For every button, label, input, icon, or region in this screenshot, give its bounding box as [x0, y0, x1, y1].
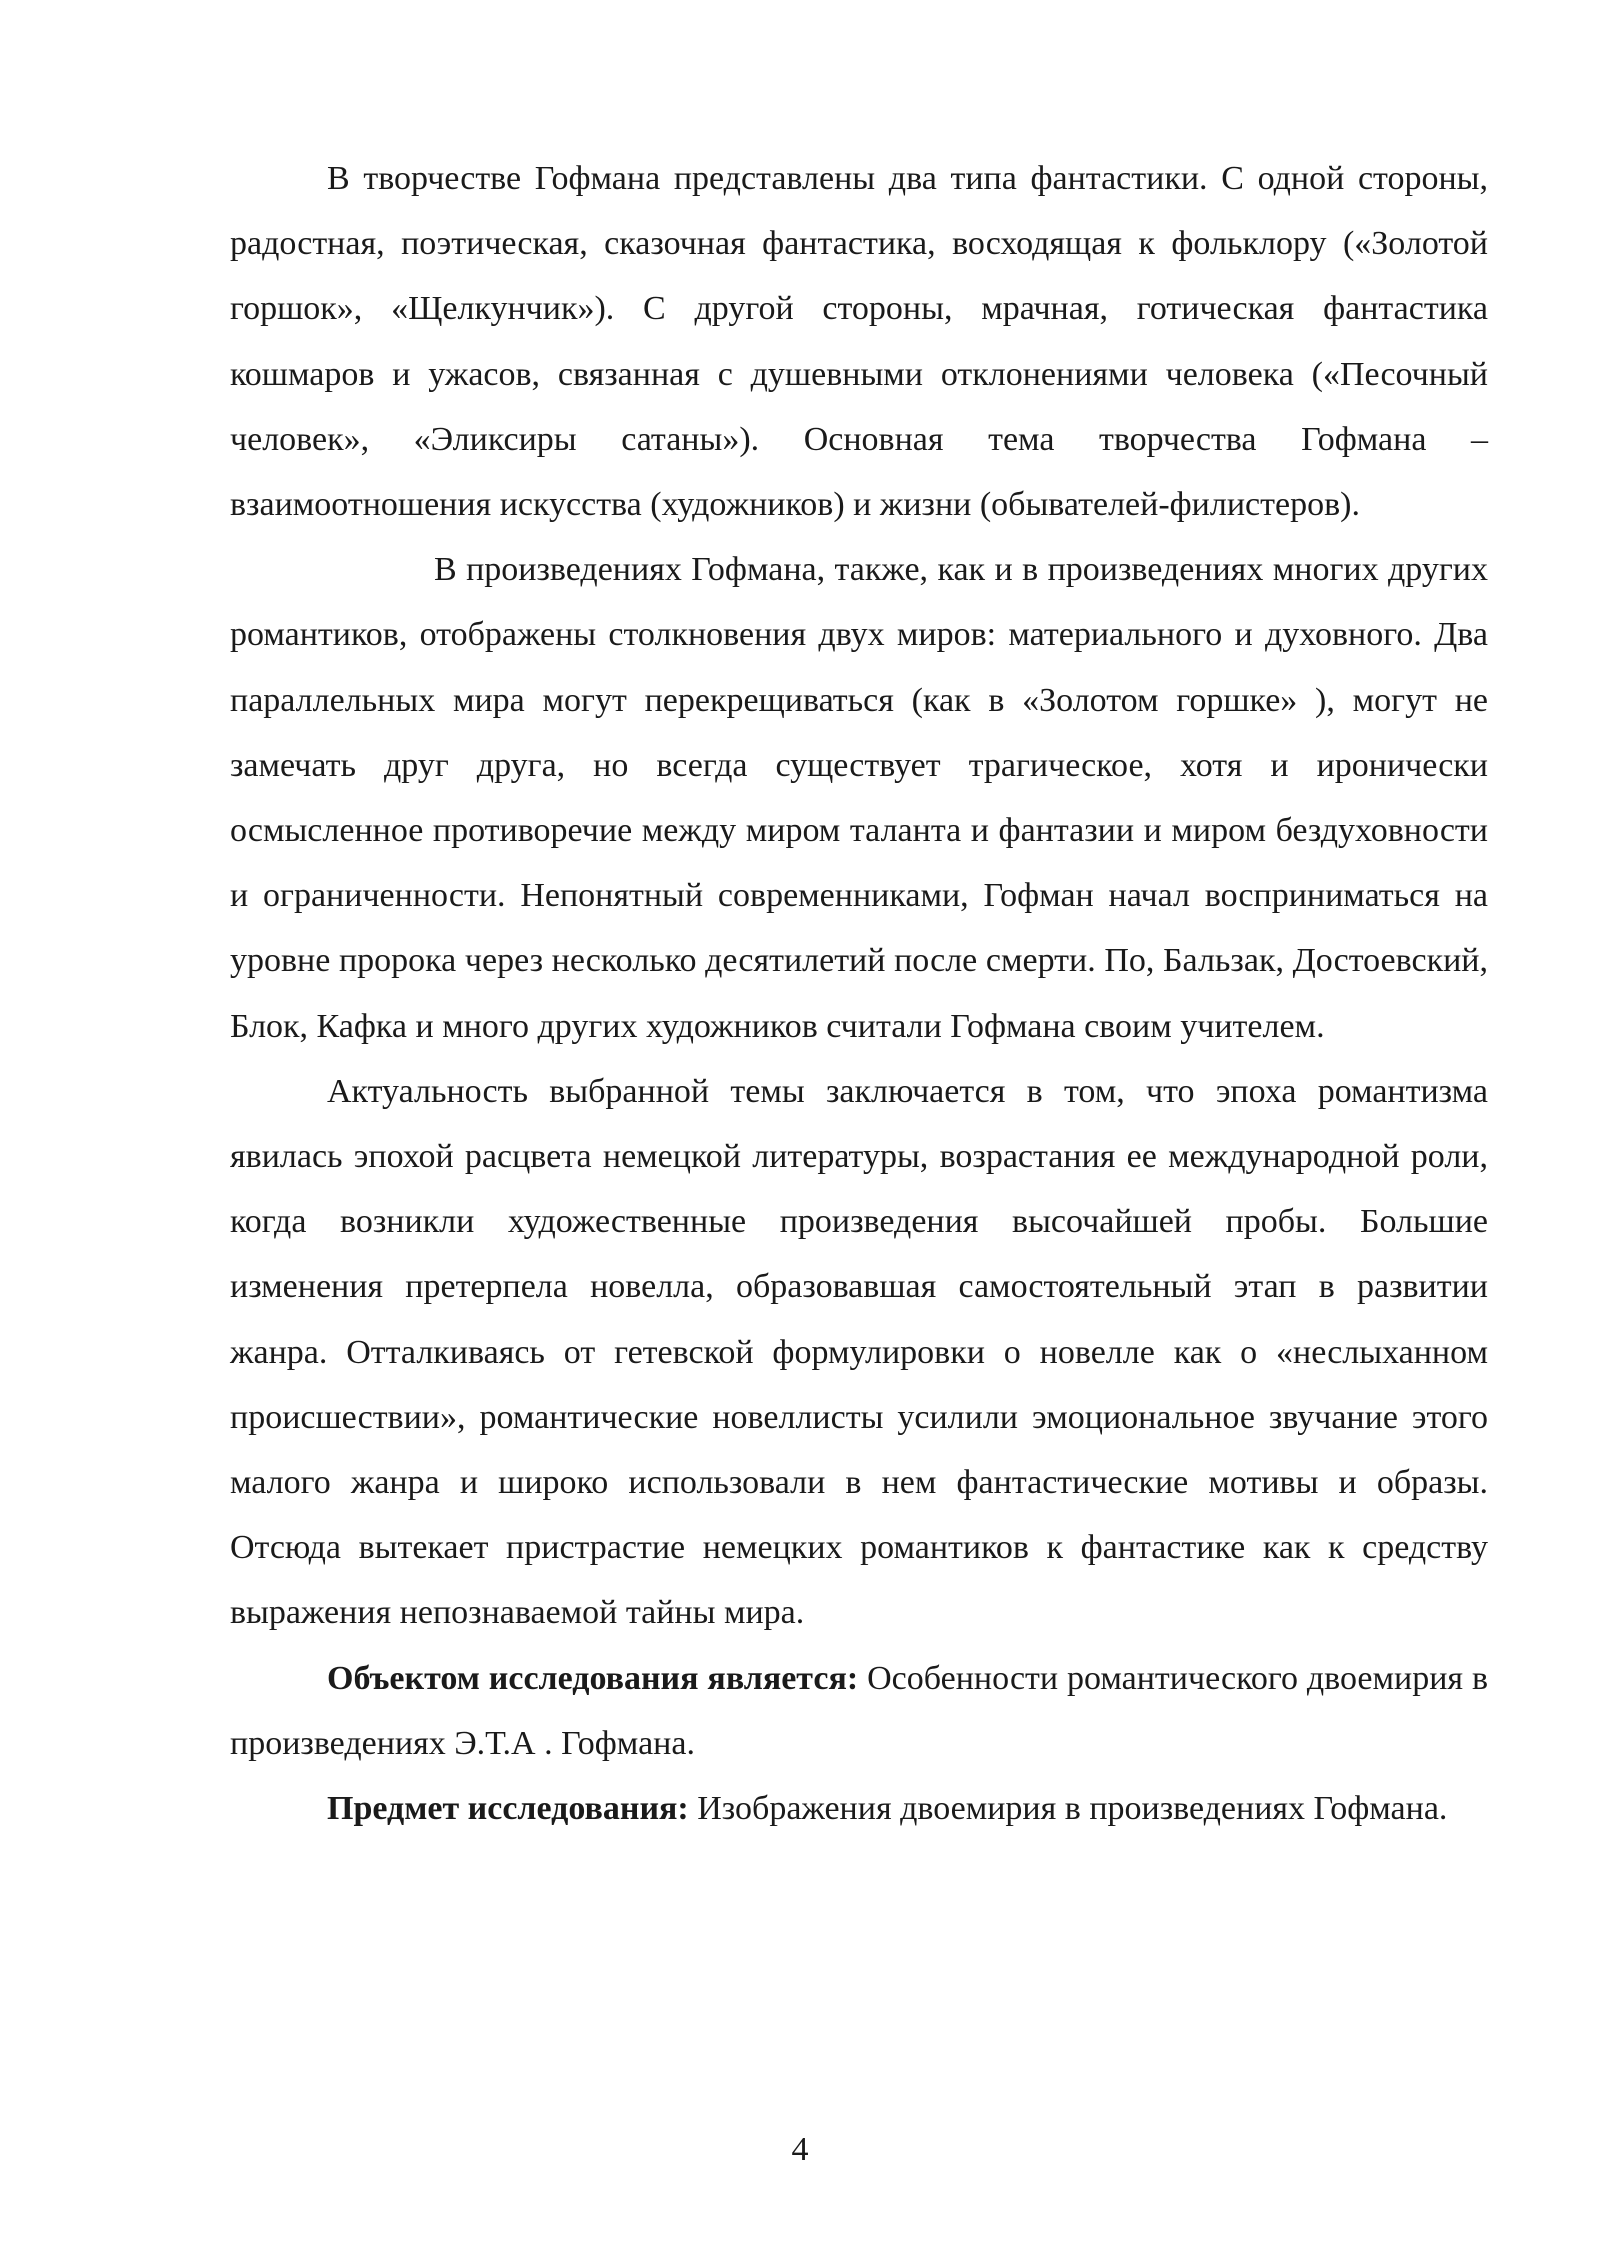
paragraph-research-object [230, 1646, 1488, 1776]
research-object-text: Особенности романтического двоемирия в произведениях Э.Т.А . Гофмана. [230, 1659, 1489, 1762]
paragraph-research-subject [230, 1776, 1488, 1841]
research-subject-heading: Предмет исследования: [327, 1790, 689, 1828]
research-subject-text: Изображения двоемирия в произведениях Гофмана. [688, 1790, 1448, 1828]
paragraph-two-worlds: В произведениях Гофмана, также, как и в произведениях многих других романтиков, отображены столкновения двух миров: материального и духовного. Два параллельных мира могут перекрещиваться (как в «Золотом горшке» ), могут не замечать друг друга, но всегда существует трагическое, хотя и иронически осмысленное противоречие между миром таланта и фантазии и миром бездуховности и ограниченности. Непонятный современниками, Гофман начал восприниматься на уровне пророка через несколько десятилетий после смерти. По, Бальзак, Достоевский, Блок, Кафка и много других художников считали Гофмана своим учителем. [230, 551, 1488, 1045]
research-object-heading: Объектом исследования является: [327, 1659, 859, 1697]
page-number: 4 [791, 2131, 809, 2168]
paragraph-hoffmann-fantasy-types: В творчестве Гофмана представлены два типа фантастики. С одной стороны, радостная, поэтическая, сказочная фантастика, восходящая к фольклору («Золотой горшок», «Щелкунчик»). С другой стороны, мрачная, готическая фантастика кошмаров и ужасов, связанная с душевными отклонениями человека («Песочный человек», «Эликсиры сатаны»). Основная тема творчества Гофмана – взаимоотношения искусства (художников) и жизни (обывателей-филистеров). [230, 160, 1488, 524]
page-body [230, 146, 1488, 1841]
paragraph-relevance: Актуальность выбранной темы заключается в том, что эпоха романтизма явилась эпохой расцвета немецкой литературы, возрастания ее международной роли, когда возникли художественные произведения высочайшей пробы. Большие изменения претерпела новелла, образовавшая самостоятельный этап в развитии жанра. Отталкиваясь от гетевской формулировки о новелле как о «неслыханном происшествии», романтические новеллисты усилили эмоциональное звучание этого малого жанра и широко использовали в нем фантастические мотивы и образы. Отсюда вытекает пристрастие немецких романтиков к фантастике как к средству выражения непознаваемой тайны мира. [230, 1072, 1488, 1632]
